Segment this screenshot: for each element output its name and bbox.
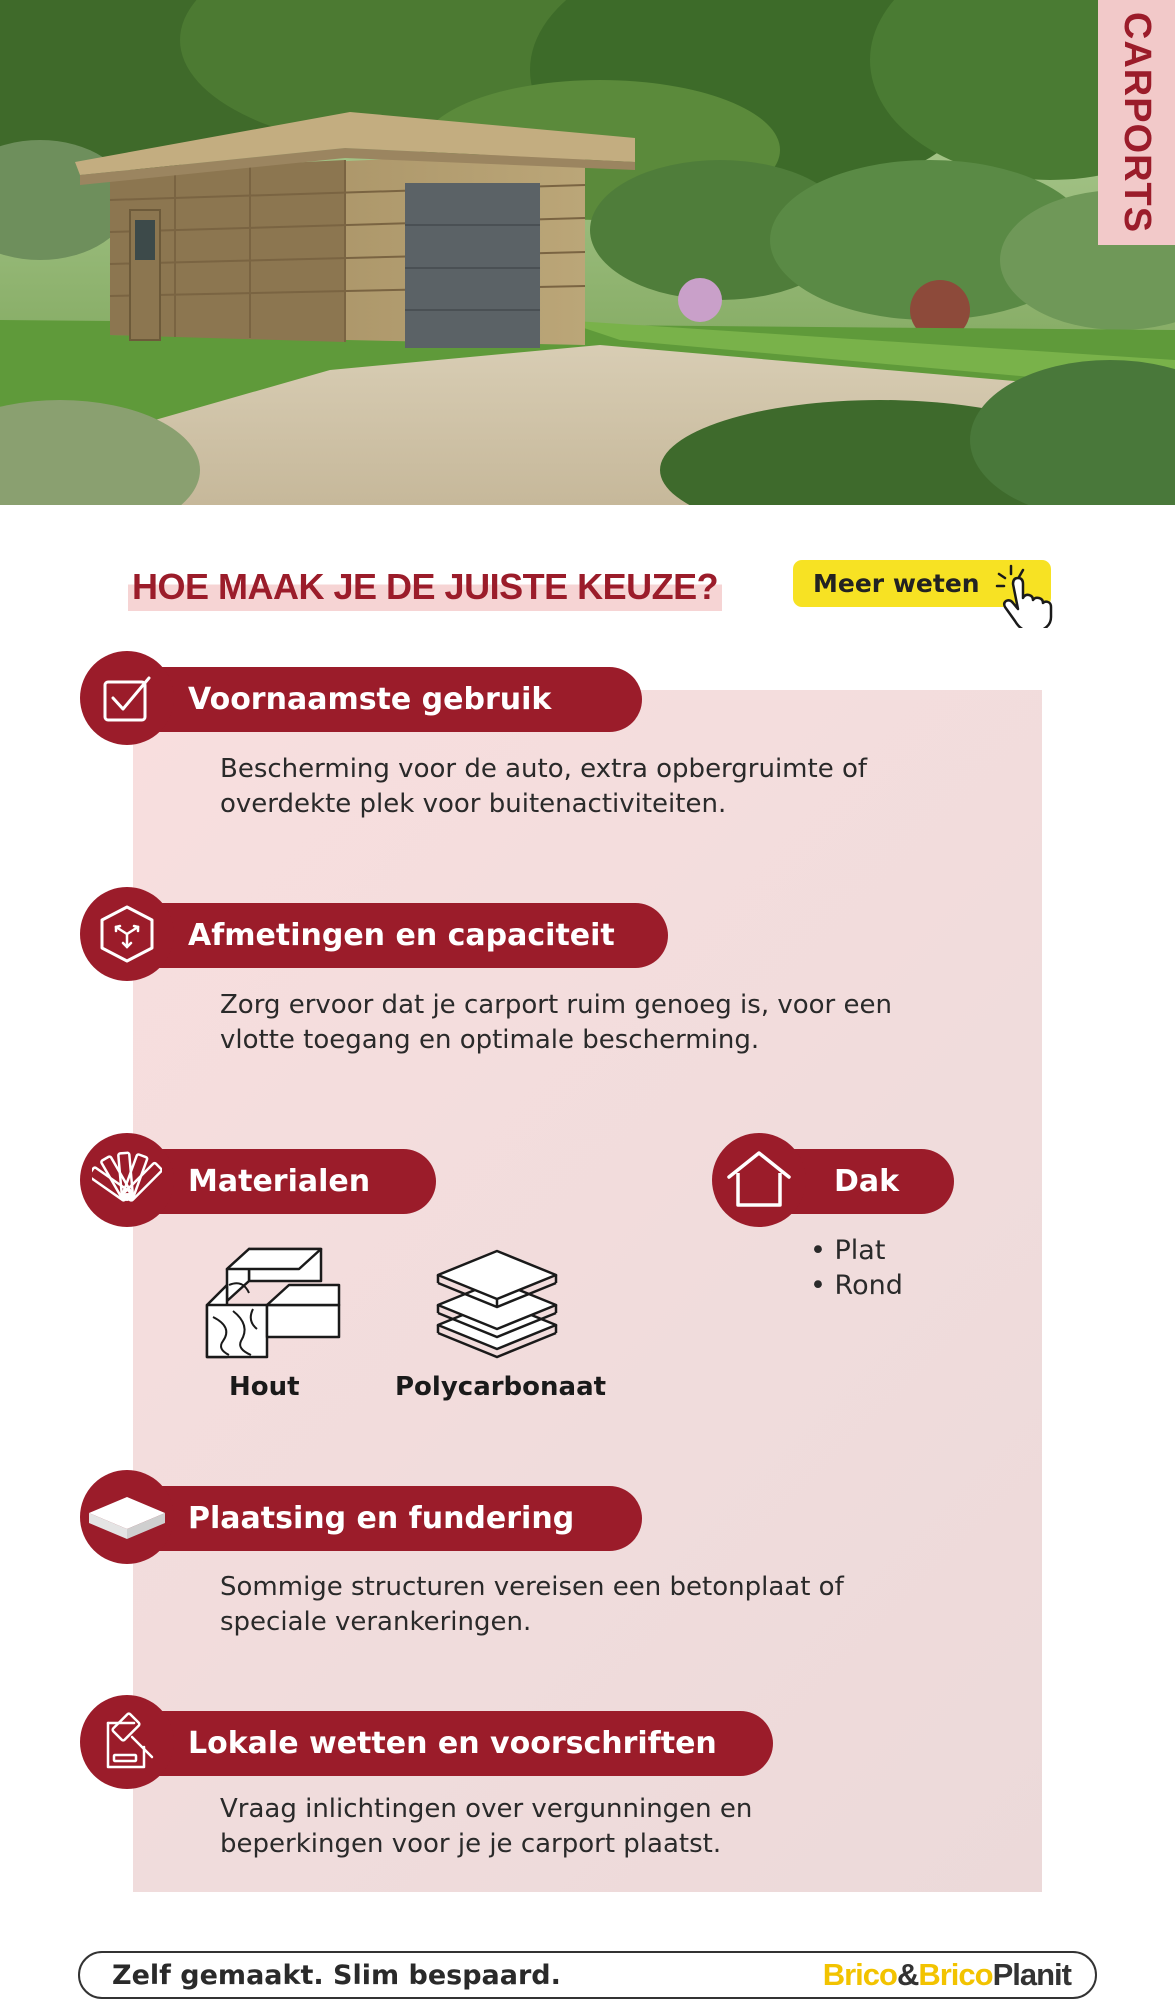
- brand-ampersand: &: [896, 1957, 919, 1992]
- section-materialen-title: Materialen: [188, 1164, 371, 1199]
- section-wetten-header: [110, 1711, 773, 1776]
- section-afmetingen-title: Afmetingen en capaciteit: [188, 918, 615, 953]
- section-afmetingen-header: [110, 903, 668, 968]
- material-label-hout: Hout: [229, 1372, 300, 1402]
- material-label-polycarbonaat: Polycarbonaat: [395, 1372, 607, 1402]
- section-plaatsing-header: [110, 1486, 642, 1551]
- brand-part-planit: Planit: [992, 1957, 1071, 1992]
- description-line: Vraag inlichtingen over vergunningen en: [220, 1794, 753, 1824]
- description-line: Sommige structuren vereisen een betonplaat of: [220, 1572, 844, 1602]
- brand-part-brico: Brico: [822, 1957, 897, 1992]
- concrete-slab-icon: [80, 1470, 174, 1564]
- list-item: • Plat: [810, 1233, 903, 1268]
- section-gebruik-header: [110, 667, 642, 732]
- brand-logo[interactable]: [823, 1957, 1071, 1993]
- color-swatch-fan-icon: [80, 1133, 174, 1227]
- page-title: HOE MAAK JE DE JUISTE KEUZE?: [128, 563, 722, 611]
- description-line: speciale verankeringen.: [220, 1607, 532, 1637]
- section-plaatsing-title: Plaatsing en fundering: [188, 1501, 575, 1536]
- polycarbonate-layers-icon: [434, 1245, 560, 1363]
- description-line: beperkingen voor je je carport plaatst.: [220, 1829, 722, 1859]
- section-afmetingen-description: [220, 988, 892, 1058]
- dak-options-list: [810, 1233, 903, 1303]
- description-line: Zorg ervoor dat je carport ruim genoeg is, voor een: [220, 990, 892, 1020]
- pointer-hand-icon: [993, 560, 1057, 632]
- section-wetten-description: [220, 1792, 752, 1862]
- footer-slogan: Zelf gemaakt. Slim bespaard.: [112, 1959, 561, 1991]
- footer-bar: [78, 1951, 1097, 1999]
- section-dak-title: Dak: [834, 1164, 900, 1199]
- wood-logs-icon: [203, 1245, 345, 1365]
- house-roof-icon: [712, 1133, 806, 1227]
- category-side-tab: [1098, 0, 1175, 245]
- section-gebruik-description: [220, 752, 867, 822]
- list-item: • Rond: [810, 1268, 903, 1303]
- carport-garden-illustration: [0, 0, 1175, 505]
- category-label: CARPORTS: [1116, 11, 1159, 234]
- section-gebruik-title: Voornaamste gebruik: [188, 682, 552, 717]
- brand-part-brico2: Brico: [918, 1957, 993, 1992]
- description-line: vlotte toegang en optimale bescherming.: [220, 1025, 760, 1055]
- hero-image: [0, 0, 1175, 505]
- meer-weten-button[interactable]: [793, 560, 1051, 607]
- dimensions-cube-icon: [80, 887, 174, 981]
- section-wetten-title: Lokale wetten en voorschriften: [188, 1726, 717, 1761]
- section-plaatsing-description: [220, 1570, 844, 1640]
- checkbox-icon: [80, 651, 174, 745]
- meer-weten-label: Meer weten: [813, 569, 980, 598]
- description-line: overdekte plek voor buitenactiviteiten.: [220, 789, 727, 819]
- description-line: Bescherming voor de auto, extra opbergruimte of: [220, 754, 868, 784]
- gavel-document-icon: [80, 1695, 174, 1789]
